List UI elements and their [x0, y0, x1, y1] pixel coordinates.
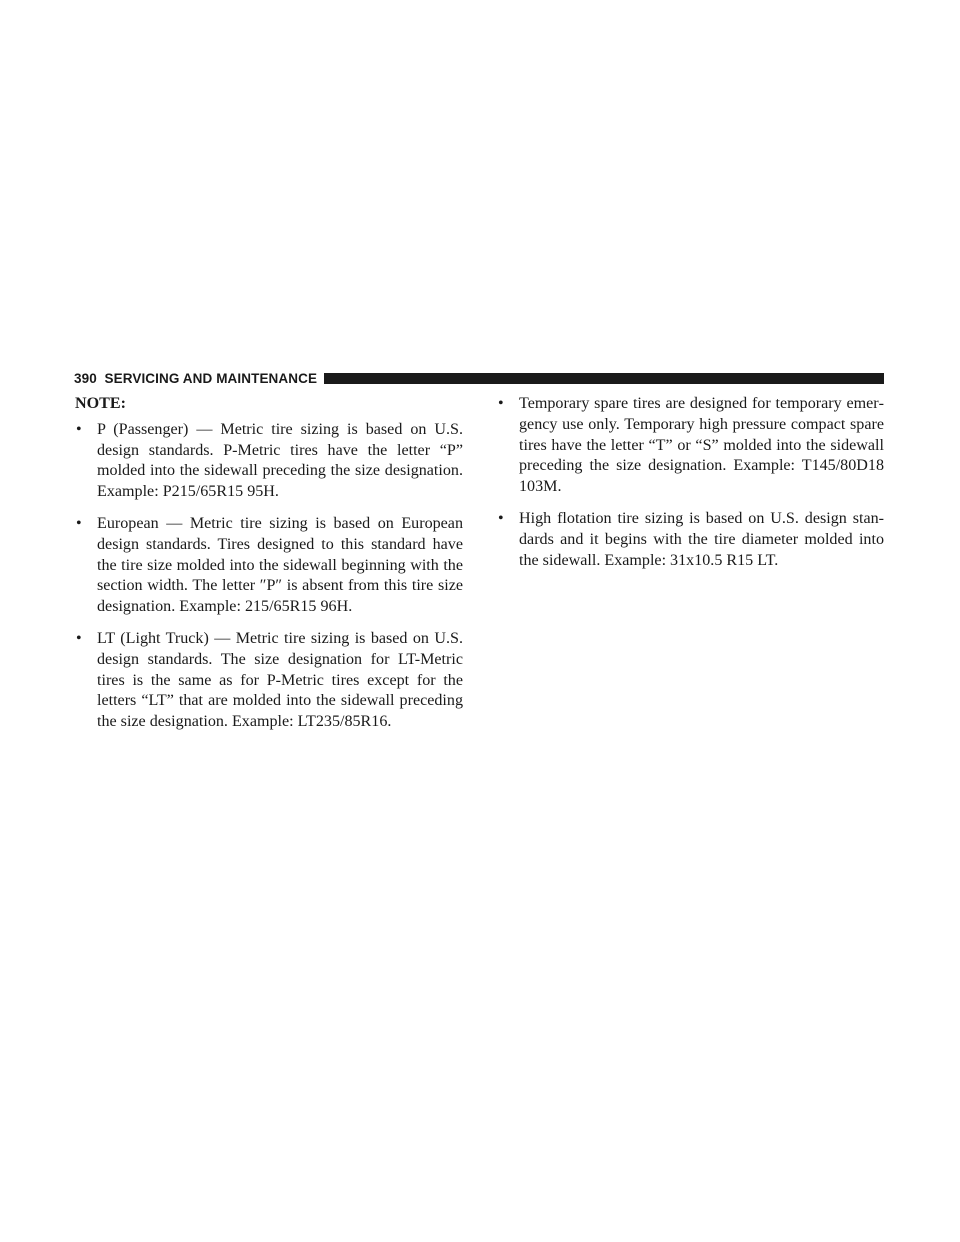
list-item	[497, 509, 884, 571]
section-title: SERVICING AND MAINTENANCE	[104, 370, 318, 386]
header-rule	[324, 373, 884, 384]
list-item-text: European — Metric tire sizing is based on European design standards. Tires designed to this standard have the tire size molded into the sidewall beginning with the section width. The letter ″P″ is absent from this tire size designation. Example: 215/65R15 96H.	[97, 514, 463, 616]
right-bullet-list	[497, 394, 884, 571]
list-item-text: High flotation tire sizing is based on U.S. design standards and it begins with the tire diameter molded into the sidewall. Example: 31x10.5 R15 LT.	[519, 509, 884, 569]
bullet-icon: •	[76, 514, 82, 532]
bullet-icon: •	[498, 395, 504, 412]
right-column	[497, 394, 884, 582]
list-item	[497, 394, 884, 498]
list-item	[75, 514, 463, 618]
page-header	[74, 369, 884, 387]
bullet-icon: •	[76, 629, 82, 647]
page-number: 390	[74, 370, 97, 386]
list-item-text: P (Passenger) — Metric tire sizing is based on U.S. design standards. P-Metric tires have the letter “P” molded into the sidewall preceding the size designation. Example: P215/65R15 95H.	[97, 420, 463, 501]
bullet-icon: •	[76, 420, 82, 438]
note-label: NOTE:	[75, 395, 126, 412]
left-column	[75, 394, 463, 744]
list-item	[75, 629, 463, 733]
list-item	[75, 420, 463, 503]
list-item-text: LT (Light Truck) — Metric tire sizing is based on U.S. design standards. The size designation for LT-Metric tires is the same as for P-Metric tires except for the letters “LT” that are molded into the sidewall preceding the size designation. Example: LT235/85R16.	[97, 629, 463, 731]
list-item-text: Temporary spare tires are designed for temporary emergency use only. Temporary high pressure compact spare tires have the letter “T” or “S” molded into the sidewall preceding the size designation. Example: T145/80D18 103M.	[519, 395, 884, 496]
left-bullet-list	[75, 420, 463, 733]
bullet-icon: •	[498, 509, 504, 527]
header-label	[74, 371, 317, 386]
